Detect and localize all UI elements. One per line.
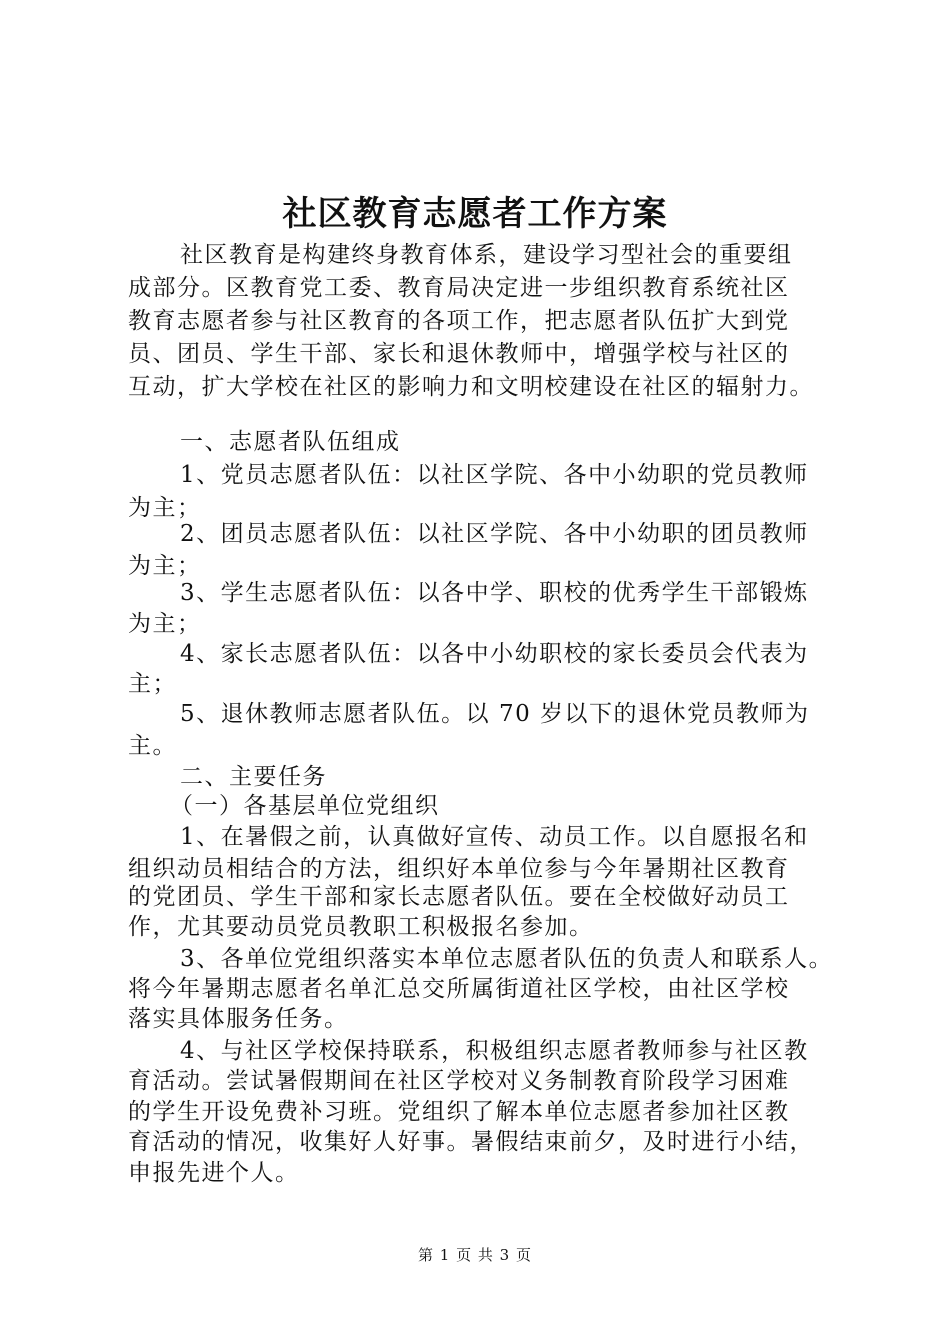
list-item: 4、家长志愿者队伍：以各中小幼职校的家长委员会代表为 — [180, 641, 809, 667]
body-line: 1、在暑假之前，认真做好宣传、动员工作。以自愿报名和 — [180, 824, 809, 850]
list-item: 为主； — [128, 553, 202, 579]
body-line: 3、各单位党组织落实本单位志愿者队伍的负责人和联系人。 — [180, 946, 834, 972]
body-line: 社区教育是构建终身教育体系，建设学习型社会的重要组 — [180, 242, 793, 268]
body-line: 员、团员、学生干部、家长和退休教师中，增强学校与社区的 — [128, 341, 790, 367]
list-item: 5、退休教师志愿者队伍。以 70 岁以下的退休党员教师为 — [180, 701, 810, 727]
section-heading: 一、志愿者队伍组成 — [180, 429, 401, 455]
body-line: 作，尤其要动员党员教职工积极报名参加。 — [128, 914, 594, 940]
body-line: 的学生开设免费补习班。党组织了解本单位志愿者参加社区教 — [128, 1099, 790, 1125]
subsection-heading: （一）各基层单位党组织 — [170, 793, 440, 819]
list-item: 2、团员志愿者队伍：以社区学院、各中小幼职的团员教师 — [180, 521, 809, 547]
body-line: 4、与社区学校保持联系，积极组织志愿者教师参与社区教 — [180, 1038, 809, 1064]
document-title: 社区教育志愿者工作方案 — [282, 194, 668, 234]
body-line: 将今年暑期志愿者名单汇总交所属街道社区学校，由社区学校 — [128, 976, 790, 1002]
section-heading: 二、主要任务 — [180, 764, 327, 790]
body-line: 教育志愿者参与社区教育的各项工作，把志愿者队伍扩大到党 — [128, 308, 790, 334]
body-line: 落实具体服务任务。 — [128, 1006, 349, 1032]
list-item: 主； — [128, 671, 177, 697]
body-line: 的党团员、学生干部和家长志愿者队伍。要在全校做好动员工 — [128, 884, 790, 910]
body-line: 成部分。区教育党工委、教育局决定进一步组织教育系统社区 — [128, 275, 790, 301]
page-footer: 第 1 页 共 3 页 — [418, 1246, 532, 1264]
body-line: 育活动。尝试暑假期间在社区学校对义务制教育阶段学习困难 — [128, 1068, 790, 1094]
list-item: 3、学生志愿者队伍：以各中学、职校的优秀学生干部锻炼 — [180, 580, 809, 606]
list-item: 主。 — [128, 733, 177, 759]
body-line: 互动，扩大学校在社区的影响力和文明校建设在社区的辐射力。 — [128, 374, 814, 400]
list-item: 为主； — [128, 611, 202, 637]
body-line: 育活动的情况，收集好人好事。暑假结束前夕，及时进行小结， — [128, 1129, 814, 1155]
body-line: 组织动员相结合的方法，组织好本单位参与今年暑期社区教育 — [128, 856, 790, 882]
body-line: 申报先进个人。 — [128, 1160, 300, 1186]
list-item: 1、党员志愿者队伍：以社区学院、各中小幼职的党员教师 — [180, 462, 809, 488]
list-item: 为主； — [128, 495, 202, 521]
